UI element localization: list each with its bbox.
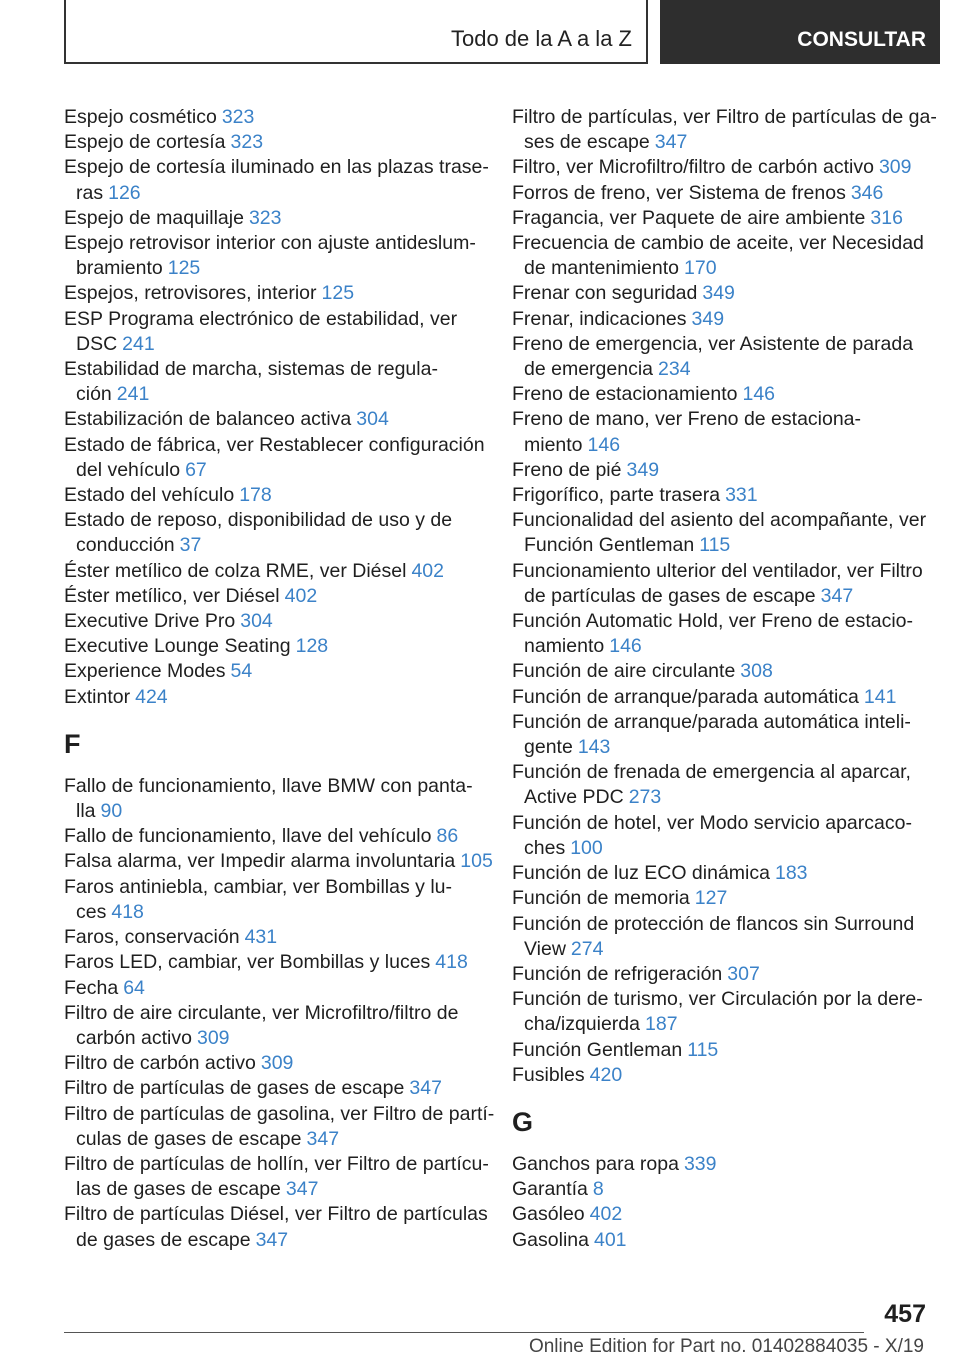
index-page-link[interactable]: 339 — [683, 1152, 717, 1175]
index-entry-text: Active PDC — [524, 786, 624, 809]
index-entry-text: de gases de escape — [76, 1228, 251, 1251]
index-page-link[interactable]: 90 — [100, 800, 123, 823]
index-page-link[interactable]: 349 — [691, 307, 725, 330]
index-page-link[interactable]: 402 — [284, 584, 318, 607]
index-entry-text: bramiento — [76, 257, 163, 280]
index-entry-text: Fusibles — [512, 1063, 585, 1086]
index-entry — [512, 281, 928, 306]
index-page-link[interactable]: 54 — [230, 660, 253, 683]
index-page-link[interactable]: 105 — [460, 850, 493, 873]
index-page-link[interactable]: 143 — [577, 736, 611, 759]
index-entry-text: Funcionalidad del asiento del acompañante, ver — [512, 509, 927, 532]
index-entry-text: View — [524, 937, 566, 960]
index-entry-text: Espejo de cortesía — [64, 131, 226, 154]
index-entry — [512, 1202, 928, 1227]
index-page-link[interactable]: 304 — [356, 408, 389, 431]
index-entry — [512, 332, 928, 382]
index-page-link[interactable]: 304 — [240, 610, 273, 633]
index-entry-text: de emergencia — [524, 358, 653, 381]
index-page-link[interactable]: 37 — [179, 534, 202, 557]
index-entry — [64, 433, 485, 483]
index-entry — [512, 685, 928, 710]
index-entry-text: Función de refrigeración — [512, 962, 723, 985]
index-page-link[interactable]: 241 — [116, 383, 150, 406]
index-entry — [512, 458, 928, 483]
index-page-link[interactable]: 274 — [570, 937, 604, 960]
index-page-link[interactable]: 241 — [122, 332, 155, 355]
index-entry-text: Fragancia, ver Paquete de aire ambiente — [512, 206, 866, 229]
index-entry-text: DSC — [76, 332, 118, 355]
index-entry — [64, 1202, 488, 1252]
index-page-link[interactable]: 126 — [108, 181, 141, 204]
index-page-link[interactable]: 346 — [850, 181, 884, 204]
index-entry-text: de partículas de gases de escape — [524, 584, 816, 607]
index-entry-text: Filtro de partículas, ver Filtro de partículas de ga- — [512, 106, 937, 128]
index-entry-text: Función Gentleman — [512, 1038, 683, 1061]
index-entry — [64, 609, 480, 634]
index-entry-text: Freno de estacionamiento — [512, 383, 738, 406]
index-entry — [64, 1102, 495, 1152]
index-page-link[interactable]: 307 — [727, 962, 760, 985]
index-page-link[interactable]: 67 — [185, 458, 207, 481]
index-entry-text: Función de luz ECO dinámica — [512, 862, 770, 885]
index-entry — [64, 685, 480, 710]
index-entry-text: miento — [524, 433, 583, 456]
index-page-link[interactable]: 128 — [295, 635, 329, 658]
index-letter-heading: F — [64, 728, 81, 759]
index-entry-text: las de gases de escape — [76, 1178, 281, 1201]
index-entry-text: Garantía — [512, 1178, 588, 1201]
index-entry — [64, 508, 480, 558]
index-page-link[interactable]: 347 — [306, 1127, 340, 1150]
index-entry-text: conducción — [76, 534, 175, 557]
index-entry-text: Función de memoria — [512, 887, 690, 910]
index-entry — [64, 634, 480, 659]
index-page-link[interactable]: 178 — [239, 484, 272, 507]
index-entry-text: Éster metílico, ver Diésel — [64, 584, 280, 607]
page-header — [0, 0, 960, 66]
index-entry-text: Espejo cosmético — [64, 106, 217, 128]
index-page-link[interactable]: 273 — [628, 786, 662, 809]
index-entry — [512, 1177, 928, 1202]
index-entry-text: carbón activo — [76, 1026, 192, 1049]
index-entry — [64, 155, 489, 205]
index-entry-text: Gasolina — [512, 1228, 589, 1251]
index-entry — [512, 659, 928, 684]
index-entry-text: Función de protección de flancos sin Surround — [512, 912, 915, 935]
index-column-left — [64, 105, 495, 1253]
index-entry-text: Faros antiniebla, cambiar, ver Bombillas y lu- — [64, 875, 452, 898]
index-entry — [64, 231, 480, 281]
index-page-link[interactable]: 418 — [111, 900, 144, 923]
index-entry — [512, 231, 928, 281]
index-entry-text: Executive Drive Pro — [64, 610, 236, 633]
index-entry — [512, 105, 937, 155]
index-entry-text: Ganchos para ropa — [512, 1152, 679, 1175]
index-page-link[interactable]: 347 — [820, 584, 854, 607]
index-entry — [64, 824, 480, 849]
index-entry-text: ches — [524, 836, 566, 859]
index-page-link[interactable]: 401 — [593, 1228, 627, 1251]
index-column-right — [512, 105, 937, 1253]
index-entry-text: Estabilidad de marcha, sistemas de regula- — [64, 358, 438, 381]
index-page-link[interactable]: 349 — [626, 458, 660, 481]
index-entry — [64, 483, 480, 508]
index-entry-text: Frecuencia de cambio de aceite, ver Necesidad — [512, 232, 924, 255]
index-entry — [64, 407, 480, 432]
index-entry — [64, 925, 480, 950]
index-entry — [64, 950, 480, 975]
index-entry-text: ses de escape — [524, 131, 650, 154]
index-entry-text: del vehículo — [76, 458, 181, 481]
index-page-link[interactable]: 331 — [725, 484, 758, 507]
index-entry-text: Freno de emergencia, ver Asistente de parada — [512, 332, 914, 355]
index-page-link[interactable]: 146 — [742, 383, 776, 406]
index-entry — [64, 976, 480, 1001]
tab-consultar[interactable]: CONSULTAR — [660, 0, 940, 64]
index-entry-text: Freno de pié — [512, 458, 622, 481]
index-entry-text: Función Gentleman — [524, 534, 695, 557]
index-entry-text: Función de hotel, ver Modo servicio aparcaco- — [512, 811, 912, 834]
index-entry — [64, 659, 480, 684]
index-page-link[interactable]: 349 — [702, 282, 735, 305]
index-entry-text: Función de aire circulante — [512, 660, 736, 683]
index-entry-text: Frenar, indicaciones — [512, 307, 687, 330]
index-entry — [512, 710, 928, 760]
index-entry — [512, 962, 928, 987]
index-entry — [64, 105, 480, 130]
index-entry — [512, 155, 928, 180]
index-entry-text: Forros de freno, ver Sistema de frenos — [512, 181, 846, 204]
index-page-link[interactable]: 187 — [645, 1013, 678, 1036]
index-entry-text: Funcionamiento ulterior del ventilador, ver Filtro — [512, 559, 923, 582]
index-entry-text: Estado de reposo, disponibilidad de uso y de — [64, 509, 453, 532]
index-entry — [64, 584, 480, 609]
index-entry — [64, 875, 480, 925]
index-entry — [64, 307, 480, 357]
index-entry-text: Freno de mano, ver Freno de estaciona- — [512, 408, 862, 431]
index-entry-text: Función de arranque/parada automática — [512, 685, 859, 708]
index-entry-text: lla — [76, 800, 96, 823]
index-entry — [512, 407, 928, 457]
index-entry — [512, 886, 928, 911]
index-entry — [512, 609, 928, 659]
index-entry-text: Fecha — [64, 976, 119, 999]
index-entry-text: namiento — [524, 635, 605, 658]
index-entry — [512, 508, 928, 558]
index-entry — [64, 774, 480, 824]
index-entry — [512, 1152, 928, 1177]
index-page-link[interactable]: 234 — [658, 358, 691, 381]
index-entry — [512, 811, 928, 861]
index-entry-text: Función Automatic Hold, ver Freno de estacio- — [512, 610, 914, 633]
index-entry-text: Función de turismo, ver Circulación por la dere- — [512, 988, 923, 1011]
index-entry — [64, 130, 480, 155]
index-entry-text: ESP Programa electrónico de estabilidad, ver — [64, 307, 458, 330]
index-entry — [64, 1051, 480, 1076]
page-number: 457 — [884, 1300, 926, 1328]
index-entry-text: cha/izquierda — [524, 1013, 640, 1036]
index-entry — [64, 559, 480, 584]
index-entry-text: Estabilización de balanceo activa — [64, 408, 352, 431]
index-entry-text: gente — [524, 736, 573, 759]
index-entry-text: Extintor — [64, 685, 131, 708]
index-entry-text: ras — [76, 181, 104, 204]
footer-divider — [64, 1332, 864, 1333]
index-entry-text: culas de gases de escape — [76, 1127, 302, 1150]
index-entry-text: Espejos, retrovisores, interior — [64, 282, 317, 305]
index-entry-text: Executive Lounge Seating — [64, 635, 291, 658]
index-page-link[interactable]: 309 — [196, 1026, 230, 1049]
index-page-link[interactable]: 316 — [870, 206, 903, 229]
index-page-link[interactable]: 418 — [435, 951, 468, 974]
index-entry-text: Espejo de maquillaje — [64, 206, 244, 229]
index-entry-text: Filtro de partículas Diésel, ver Filtro de partículas — [64, 1203, 488, 1226]
index-entry — [64, 849, 493, 874]
index-page-link[interactable]: 402 — [589, 1203, 623, 1226]
index-entry — [64, 1152, 489, 1202]
index-page-link[interactable]: 309 — [878, 156, 912, 179]
index-page-link[interactable]: 323 — [221, 106, 255, 128]
index-entry-text: Espejo de cortesía iluminado en las plazas trase- — [64, 156, 489, 179]
index-page-link[interactable]: 100 — [570, 836, 603, 859]
index-entry-text: Filtro de aire circulante, ver Microfiltro/filtro de — [64, 1001, 459, 1024]
index-page-link[interactable]: 309 — [260, 1052, 294, 1075]
index-entry-text: Faros, conservación — [64, 926, 240, 949]
index-entry-text: Falsa alarma, ver Impedir alarma involuntaria — [64, 850, 456, 873]
index-page-link[interactable]: 170 — [684, 257, 717, 280]
index-entry-text: Espejo retrovisor interior con ajuste antideslum- — [64, 232, 476, 255]
index-entry-text: Filtro de carbón activo — [64, 1052, 256, 1075]
index-entry-text: de mantenimiento — [524, 257, 680, 280]
index-page-link[interactable]: 323 — [230, 131, 264, 154]
index-page-link[interactable]: 115 — [687, 1038, 719, 1061]
index-page-link[interactable]: 141 — [863, 685, 897, 708]
index-entry — [64, 206, 480, 231]
index-entry-text: ces — [76, 900, 107, 923]
index-page-link[interactable]: 86 — [436, 825, 459, 848]
index-entry — [512, 559, 928, 609]
index-entry-text: Función de frenada de emergencia al aparcar, — [512, 761, 911, 784]
index-entry-text: Filtro, ver Microfiltro/filtro de carbón activo — [512, 156, 874, 179]
index-entry — [512, 382, 928, 407]
index-entry — [512, 181, 928, 206]
index-page-link[interactable]: 125 — [167, 257, 201, 280]
index-page-link[interactable]: 8 — [592, 1178, 604, 1201]
index-entry-text: Estado de fábrica, ver Restablecer configuración — [64, 433, 485, 456]
index-entry — [64, 281, 480, 306]
index-entry — [512, 483, 928, 508]
index-entry — [512, 861, 928, 886]
index-entry — [512, 206, 928, 231]
tab-index-a-z[interactable]: Todo de la A a la Z — [64, 0, 648, 64]
index-page-link[interactable]: 347 — [285, 1178, 319, 1201]
index-entry — [512, 307, 928, 332]
index-entry — [512, 1038, 928, 1063]
index-entry-text: ción — [76, 383, 112, 406]
index-entry — [512, 987, 928, 1037]
index-letter-heading: G — [512, 1106, 534, 1137]
index-page-link[interactable]: 146 — [609, 635, 642, 658]
index-page-link[interactable]: 115 — [699, 534, 731, 557]
index-page-link[interactable]: 183 — [774, 862, 808, 885]
index-page-link[interactable]: 146 — [587, 433, 621, 456]
index-page-link[interactable]: 125 — [321, 282, 355, 305]
index-entry — [512, 912, 928, 962]
index-entry-text: Experience Modes — [64, 660, 226, 683]
index-page-link[interactable]: 402 — [411, 559, 444, 582]
index-entry — [64, 1001, 480, 1051]
index-entry-text: Frenar con seguridad — [512, 282, 698, 305]
index-page-link[interactable]: 347 — [409, 1077, 442, 1100]
index-page-link[interactable]: 64 — [123, 976, 145, 999]
index-entry-text: Éster metílico de colza RME, ver Diésel — [64, 559, 407, 582]
index-entry-text: Faros LED, cambiar, ver Bombillas y luces — [64, 951, 431, 974]
index-page-link[interactable]: 431 — [244, 926, 278, 949]
index-page-link[interactable]: 308 — [740, 660, 773, 683]
index-entry-text: Filtro de partículas de hollín, ver Filtro de partícu- — [64, 1152, 489, 1175]
index-page-link[interactable]: 420 — [589, 1063, 623, 1086]
index-entry-text: Fallo de funcionamiento, llave BMW con panta- — [64, 774, 473, 797]
index-page-link[interactable]: 323 — [248, 206, 282, 229]
index-entry-text: Filtro de partículas de gasolina, ver Filtro de partí- — [64, 1102, 495, 1125]
index-page-link[interactable]: 127 — [694, 887, 728, 910]
index-entry — [64, 1076, 480, 1101]
footer-edition-text: Online Edition for Part no. 01402884035 - X/19 — [528, 1336, 924, 1357]
index-entry — [512, 760, 928, 810]
index-entry — [512, 1228, 928, 1253]
index-entry-text: Estado del vehículo — [64, 484, 235, 507]
index-entry — [64, 357, 480, 407]
index-entry-text: Frigorífico, parte trasera — [512, 484, 721, 507]
index-entry-text: Fallo de funcionamiento, llave del vehículo — [64, 825, 432, 848]
index-entry-text: Función de arranque/parada automática inteli- — [512, 710, 911, 733]
index-page-link[interactable]: 347 — [255, 1228, 289, 1251]
index-entry — [512, 1063, 928, 1088]
index-entry-text: Filtro de partículas de gases de escape — [64, 1077, 405, 1100]
index-page-link[interactable]: 347 — [654, 131, 688, 154]
index-page-link[interactable]: 424 — [135, 685, 168, 708]
index-entry-text: Gasóleo — [512, 1203, 585, 1226]
